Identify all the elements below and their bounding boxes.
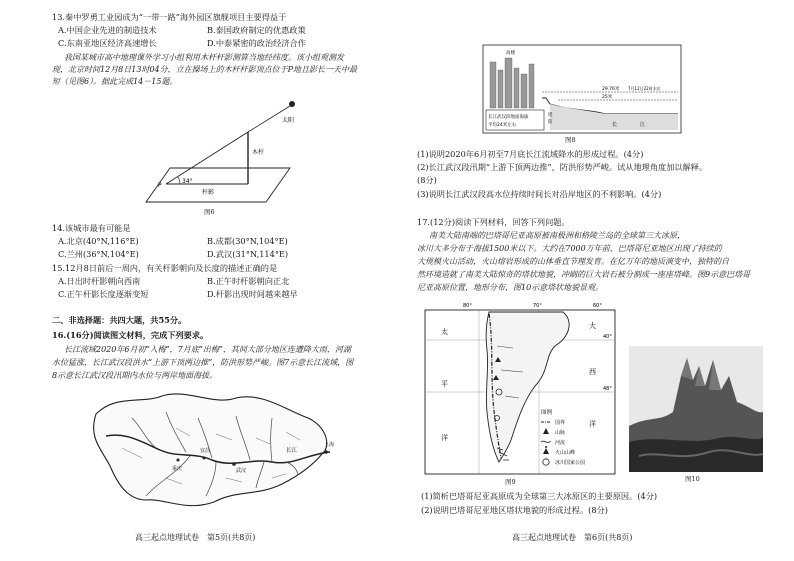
fig9-atlantic-1: 大 bbox=[589, 322, 596, 330]
q16-material-3: 8示意长江武汉段汛期内水位与两岸地面海拔。 bbox=[52, 371, 218, 380]
fig8-level-2: 25米 bbox=[602, 95, 613, 100]
fig9-pacific-2: 平 bbox=[441, 380, 448, 388]
q16-stem: 16.(16分)阅读图文材料，完成下列要求。 bbox=[52, 330, 209, 340]
right-page-footer: 高三起点地理试卷 第6页(共8页) bbox=[512, 533, 633, 542]
fig9-coord-60w: 60° bbox=[593, 303, 602, 309]
q15-option-a: A.日出时杆影朝向西南 bbox=[58, 276, 141, 286]
q17-part-2: (2)说明巴塔哥尼亚地区塔状地貌的形成过程。(8分) bbox=[421, 505, 608, 515]
material-line-2: 现，北京时间12月8日13时04分，立在操场上的木杆杆影顶点位于P地且影长一天中最 bbox=[52, 65, 358, 74]
q17-material-5: 尼亚高原位置，地形分布，图10示意塔状地貌景观。 bbox=[417, 283, 604, 292]
section-2-heading: 二、非选择题：共四大题，共55分。 bbox=[52, 315, 187, 325]
fig9-coord-40s: 40° bbox=[603, 334, 612, 340]
fig9-coord-48s: 48° bbox=[603, 386, 612, 392]
q14-stem: 14.该城市最有可能是 bbox=[52, 223, 131, 233]
fig8-river-1: 长 bbox=[612, 122, 618, 128]
figure-8-caption: 图8 bbox=[565, 136, 576, 144]
map7-yangtze-label: 长江 bbox=[286, 448, 298, 454]
q15-option-c: C.正午杆影长度逐渐变短 bbox=[58, 289, 149, 299]
fig9-legend-volcano: 火山山峰 bbox=[555, 450, 576, 456]
fig9-coord-70w: 70° bbox=[533, 303, 542, 309]
left-page-footer: 高三起点地理试卷 第5页(共8页) bbox=[135, 533, 256, 542]
q16-material-1: 长江流域2020年6月初“入梅”，7月底“出梅”，其间大部分地区连遭降大雨，河湖 bbox=[64, 345, 351, 354]
fig9-legend-mountain: 山脉 bbox=[555, 430, 566, 436]
pole-label: 木杆 bbox=[252, 149, 265, 156]
q17-material-3: 大规模火山活动，火山熔岩形成的山体垂直节理发育。在亿万年的地质演变中，独特的自 bbox=[417, 257, 729, 266]
q15-stem: 15.12月8日前后一周内，有关杆影朝向及长度的描述正确的是 bbox=[52, 263, 278, 273]
fig9-legend-title: 图例 bbox=[541, 410, 553, 416]
fig9-atlantic-3: 洋 bbox=[589, 420, 596, 428]
q16-part-2-points: (8分) bbox=[417, 175, 437, 185]
sun-label: 太阳 bbox=[282, 117, 295, 124]
map7-yichang-label: 宜昌 bbox=[200, 448, 211, 454]
figure-6-caption: 图6 bbox=[204, 208, 215, 216]
q17-stem: 17.(12分)阅读下列材料，回答下列问题。 bbox=[417, 217, 570, 227]
q15-option-d: D.杆影出现时间越来越早 bbox=[207, 289, 298, 299]
fig9-legend-border: 国界 bbox=[555, 420, 566, 426]
point-p-label: P bbox=[158, 182, 162, 189]
shadow-label: 杆影 bbox=[202, 189, 215, 196]
fig8-building-label: 高楼 bbox=[506, 51, 515, 56]
q13-option-b: B.泰国政府制定的优惠政策 bbox=[207, 25, 306, 35]
q13-option-c: C.东南亚地区经济高速增长 bbox=[58, 38, 157, 48]
fig8-level-3: 7月12日22时水位 bbox=[628, 86, 661, 91]
fig9-legend-glacier-park: 冰川国家公园 bbox=[555, 460, 586, 466]
q14-option-a: A.北京(40°N,116°E) bbox=[58, 236, 139, 246]
figure-8-cross-section bbox=[482, 44, 682, 136]
material-line-3: 短（见图6）。据此完成14－15题。 bbox=[52, 77, 178, 86]
fig9-atlantic-2: 西 bbox=[589, 368, 596, 376]
q13-stem: 13.秦中罗勇工业园成为“一带一路”海外园区旗舰项目主要得益于 bbox=[52, 12, 287, 22]
q16-part-2: (2)长江武汉段汛期“上游下顶两边推”，防洪形势严峻。试从地理角度加以解释。 bbox=[417, 162, 708, 172]
q16-material-2: 水位猛涨，长江武汉段洪水“上游下顶两边推”，防洪形势严峻。图7示意长江流域，图 bbox=[52, 358, 354, 367]
q17-material-2: 冰川大多分布于海拔1500米以下。大约在7000万年前，巴塔哥尼亚地区出现了持续的 bbox=[417, 244, 722, 253]
fig8-level-1: 29.76米 bbox=[602, 87, 620, 92]
q16-part-1: (1)说明2020年6月初至7月底长江流域降水的形成过程。(4分) bbox=[417, 149, 644, 159]
fig8-dike-2: 防 bbox=[548, 120, 553, 125]
q14-option-b: B.成都(30°N,104°E) bbox=[207, 236, 288, 246]
q14-option-c: C.兰州(36°N,104°E) bbox=[58, 249, 139, 259]
figure-7-map bbox=[86, 388, 344, 516]
map7-chongqing-label: 重庆 bbox=[172, 466, 183, 472]
figure-10-photo bbox=[629, 346, 763, 472]
q13-option-a: A.中国企业先进的制造技术 bbox=[58, 25, 157, 35]
q15-option-b: B.正午时杆影朝向正北 bbox=[207, 276, 290, 286]
figure-6-diagram bbox=[140, 92, 300, 216]
fig9-pacific-1: 太 bbox=[441, 328, 448, 336]
figure-9-map bbox=[423, 300, 619, 478]
fig8-river-2: 江 bbox=[640, 122, 646, 128]
fig9-coord-80w: 80° bbox=[463, 303, 472, 309]
fig9-legend-river: 河流 bbox=[555, 440, 566, 446]
q17-material-1: 南美大陆南端的巴塔哥尼亚高原被南极洲和格陵兰岛的全球第三大冰原， bbox=[429, 231, 685, 240]
q16-part-3: (3)说明长江武汉段高水位持续时间长对沿岸地区的不利影响。(4分) bbox=[417, 189, 662, 199]
fig8-dike-1: 堤 bbox=[548, 113, 553, 118]
material-line-1: 我国某城市高中地理课外学习小组利用木杆杆影测算当地经纬度。该小组观测发 bbox=[64, 53, 344, 62]
q17-material-4: 然环境造就了南美大陆惊奇的塔状地貌，冲刷的巨大岩石被分割成一座座塔峰。图9示意巴塔哥 bbox=[417, 270, 751, 279]
right-page bbox=[397, 0, 794, 561]
fig9-pacific-3: 洋 bbox=[441, 434, 448, 442]
map7-shanghai-label: 上海 bbox=[324, 442, 335, 448]
map7-wuhan-label: 武汉 bbox=[236, 468, 247, 474]
figure-9-caption: 图9 bbox=[505, 478, 516, 486]
angle-label: 34° bbox=[182, 178, 193, 185]
q14-option-d: D.武汉(31°N,114°E) bbox=[207, 249, 289, 259]
figure-10-caption: 图10 bbox=[685, 475, 700, 483]
q13-option-d: D.中泰紧密的政治经济合作 bbox=[207, 38, 306, 48]
fig8-level-4: 平均24米左右 bbox=[488, 123, 517, 128]
fig8-elevation-label: 长江武汉段地面海拔 bbox=[488, 115, 529, 120]
q17-part-1: (1)简析巴塔哥尼亚高原成为全球第三大冰原区的主要原因。(4分) bbox=[421, 491, 658, 501]
